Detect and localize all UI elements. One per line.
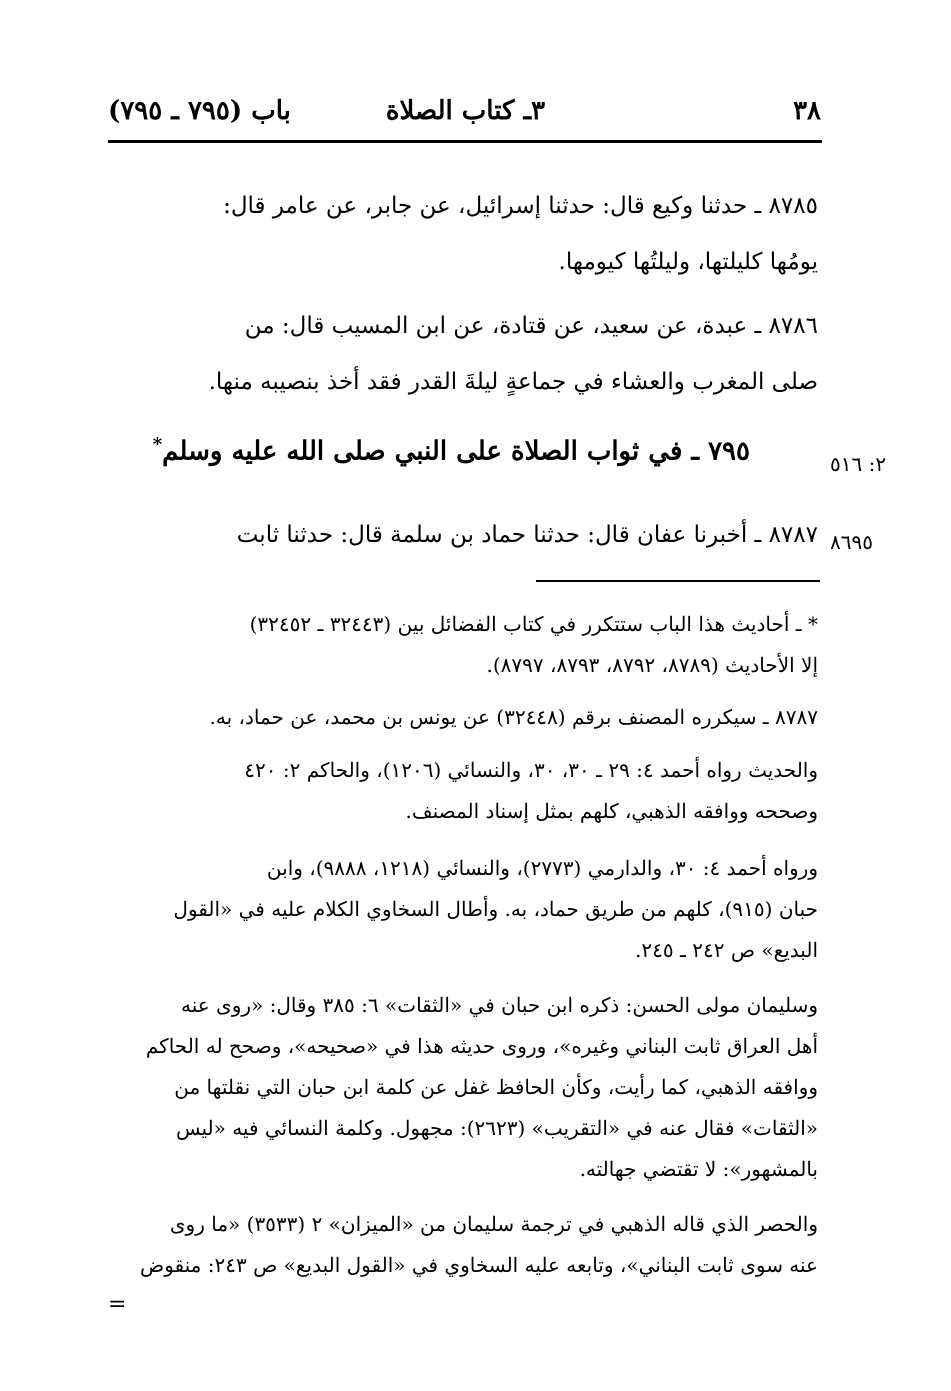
margin-reference-hadith: ٨٦٩٥ [830,530,873,554]
footnote-line: وصححه ووافقه الذهبي، كلهم بمثل إسناد المصنف. [405,799,818,823]
footnote-4 [106,848,818,971]
footnote-line: حبان (٩١٥)، كلهم من طريق حماد، به. وأطال السخاوي الكلام عليه في «القول [173,897,818,921]
text-line: يومُها كليلتها، وليلتُها كيومها. [558,249,818,275]
hadith-8787 [106,507,818,563]
footnote-6 [106,1204,818,1286]
continuation-mark: = [108,1292,127,1317]
section-title-text: ٧٩٥ ـ في ثواب الصلاة على النبي صلى الله عليه وسلم [162,436,750,467]
text-line: ٨٧٨٧ ـ أخبرنا عفان قال: حدثنا حماد بن سلمة قال: حدثنا ثابت [236,522,818,548]
margin-reference-section: ٢: ٥١٦ [830,452,887,476]
footnote-line: وسليمان مولى الحسن: ذكره ابن حبان في «الثقات» ٦: ٣٨٥ وقال: «روى عنه [180,993,818,1017]
footnote-line: ٨٧٨٧ ـ سيكرره المصنف برقم (٣٢٤٤٨) عن يونس بن محمد، عن حماد، به. [209,705,818,729]
footnote-line: والحديث رواه أحمد ٤: ٢٩ ـ ٣٠، ٣٠، والنسائي (١٢٠٦)، والحاكم ٢: ٤٢٠ [244,758,818,782]
footnote-line: أهل العراق ثابت البناني وغيره»، وروى حديثه هذا في «صحيحه»، وصحح له الحاكم [145,1034,818,1058]
footnote-1 [106,604,818,686]
section-heading [152,434,750,467]
footnote-line: البديع» ص ٢٤٢ ـ ٢٤٥. [635,938,818,962]
hadith-8785 [106,178,818,290]
footnote-line: ووافقه الذهبي، كما رأيت، وكأن الحافظ غفل عن كلمة ابن حبان التي نقلتها من [174,1075,818,1099]
footnote-star-marker: * [152,434,163,455]
footnote-line: والحصر الذي قاله الذهبي في ترجمة سليمان من «الميزان» ٢ (٣٥٣٣) «ما روى [169,1212,818,1236]
header-rule [108,140,822,143]
footnote-2 [106,697,818,738]
footnote-line: عنه سوى ثابت البناني»، وتابعه عليه السخاوي في «القول البديع» ص ٢٤٣: منقوض [140,1253,818,1277]
footnote-separator [536,580,820,582]
bab-range: باب (٧٩٥ ـ ٧٩٥) [108,96,291,126]
footnote-line: * ـ أحاديث هذا الباب ستتكرر في كتاب الفضائل بين (٣٢٤٤٣ ـ ٣٢٤٥٢) [249,612,818,636]
page-number: ٣٨ [793,96,821,126]
chapter-title: ٣ـ كتاب الصلاة [385,96,546,126]
footnote-line: بالمشهور»: لا تقتضي جهالته. [579,1157,818,1181]
footnote-line: إلا الأحاديث (٨٧٨٩، ٨٧٩٢، ٨٧٩٣، ٨٧٩٧). [486,653,818,677]
page-header [108,94,823,138]
hadith-8786 [106,298,818,410]
footnote-3 [106,750,818,832]
text-line: صلى المغرب والعشاء في جماعةٍ ليلةَ القدر فقد أخذ بنصيبه منها. [208,369,818,395]
footnote-5 [106,985,818,1190]
footnote-line: ورواه أحمد ٤: ٣٠، والدارمي (٢٧٧٣)، والنسائي (١٢١٨، ٩٨٨٨)، وابن [266,856,818,880]
text-line: ٨٧٨٥ ـ حدثنا وكيع قال: حدثنا إسرائيل، عن جابر، عن عامر قال: [223,193,818,219]
footnote-line: «الثقات» فقال عنه في «التقريب» (٢٦٢٣): مجهول. وكلمة النسائي فيه «ليس [175,1116,818,1140]
text-line: ٨٧٨٦ ـ عبدة، عن سعيد، عن قتادة، عن ابن المسيب قال: من [244,313,818,339]
